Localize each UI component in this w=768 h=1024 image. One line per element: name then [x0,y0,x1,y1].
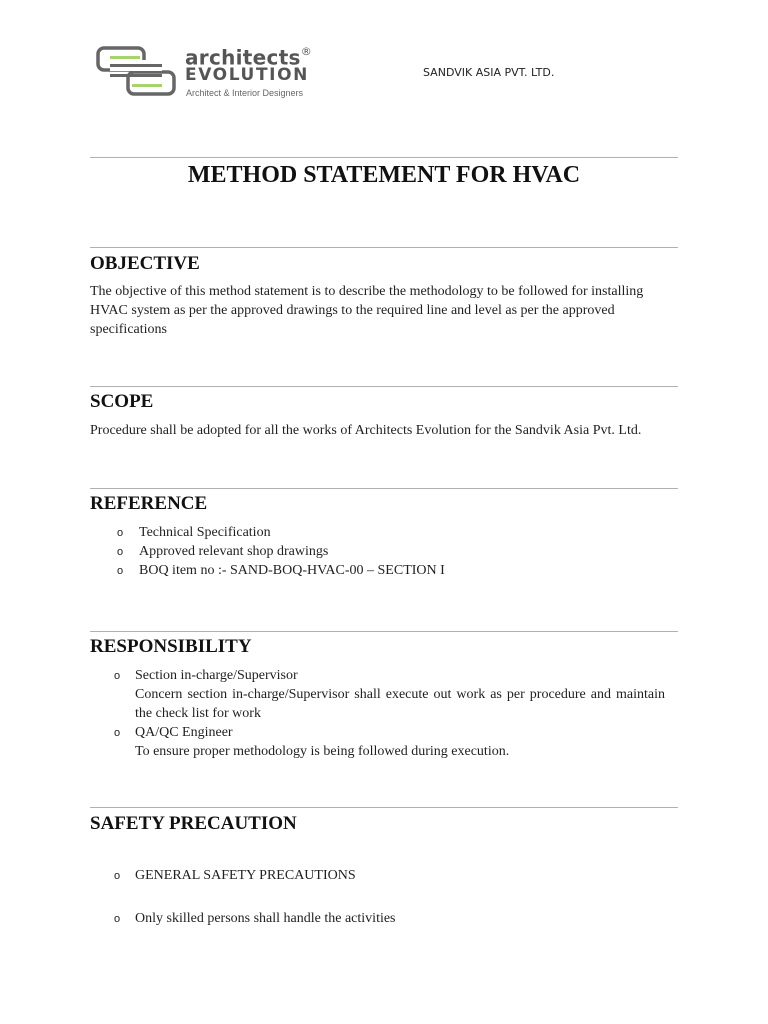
divider [90,157,678,158]
responsibility-list [90,666,678,761]
list-item [90,523,678,542]
objective-text: The objective of this method statement is to describe the methodology to be followed for installing HVAC system as per the approved drawings to the required line and level as per the approved specifications [90,284,644,337]
bullet-icon: o [114,727,121,739]
reference-item: BOQ item no :- SAND-BOQ-HVAC-00 – SECTION I [139,563,445,578]
divider [90,631,678,632]
divider [90,247,678,248]
responsibility-role: QA/QC Engineer [135,725,233,740]
bullet-icon: o [114,670,121,682]
bullet-icon: o [114,870,121,882]
reference-heading: REFERENCE [90,493,208,514]
divider [90,807,678,808]
safety-item: Only skilled persons shall handle the activities [135,911,396,926]
architects-evolution-logo-icon [96,46,176,98]
brand-name-line1: architects® [185,45,313,70]
scope-text: Procedure shall be adopted for all the works of Architects Evolution for the Sandvik Asia Pvt. Ltd. [90,423,642,438]
list-item [90,866,356,885]
scope-heading: SCOPE [90,391,154,412]
page-title: METHOD STATEMENT FOR HVAC [187,162,581,188]
reference-item: Approved relevant shop drawings [139,544,329,559]
objective-heading: OBJECTIVE [90,253,200,274]
bullet-icon: o [117,527,124,539]
divider [90,386,678,387]
list-item [90,909,396,928]
responsibility-detail: Concern section in-charge/Supervisor shall execute out work as per procedure and maintain the check list for work [135,687,665,721]
bullet-icon: o [117,565,124,577]
reference-item: Technical Specification [139,525,271,540]
list-item [90,666,678,723]
list-item [90,542,678,561]
list-item [90,561,678,580]
responsibility-role: Section in-charge/Supervisor [135,668,298,683]
safety-item: GENERAL SAFETY PRECAUTIONS [135,868,356,883]
document-header [96,42,696,102]
registered-mark: ® [300,45,313,58]
responsibility-detail: To ensure proper methodology is being followed during execution. [135,744,510,759]
bullet-icon: o [117,546,124,558]
responsibility-heading: RESPONSIBILITY [90,636,252,657]
reference-list [90,523,678,580]
divider [90,488,678,489]
bullet-icon: o [114,913,121,925]
company-name: SANDVIK ASIA PVT. LTD. [423,66,555,79]
brand-tagline: Architect & Interior Designers [186,88,304,98]
safety-heading: SAFETY PRECAUTION [90,813,297,834]
list-item [90,723,678,761]
brand-name-line2: EVOLUTION [185,65,309,85]
